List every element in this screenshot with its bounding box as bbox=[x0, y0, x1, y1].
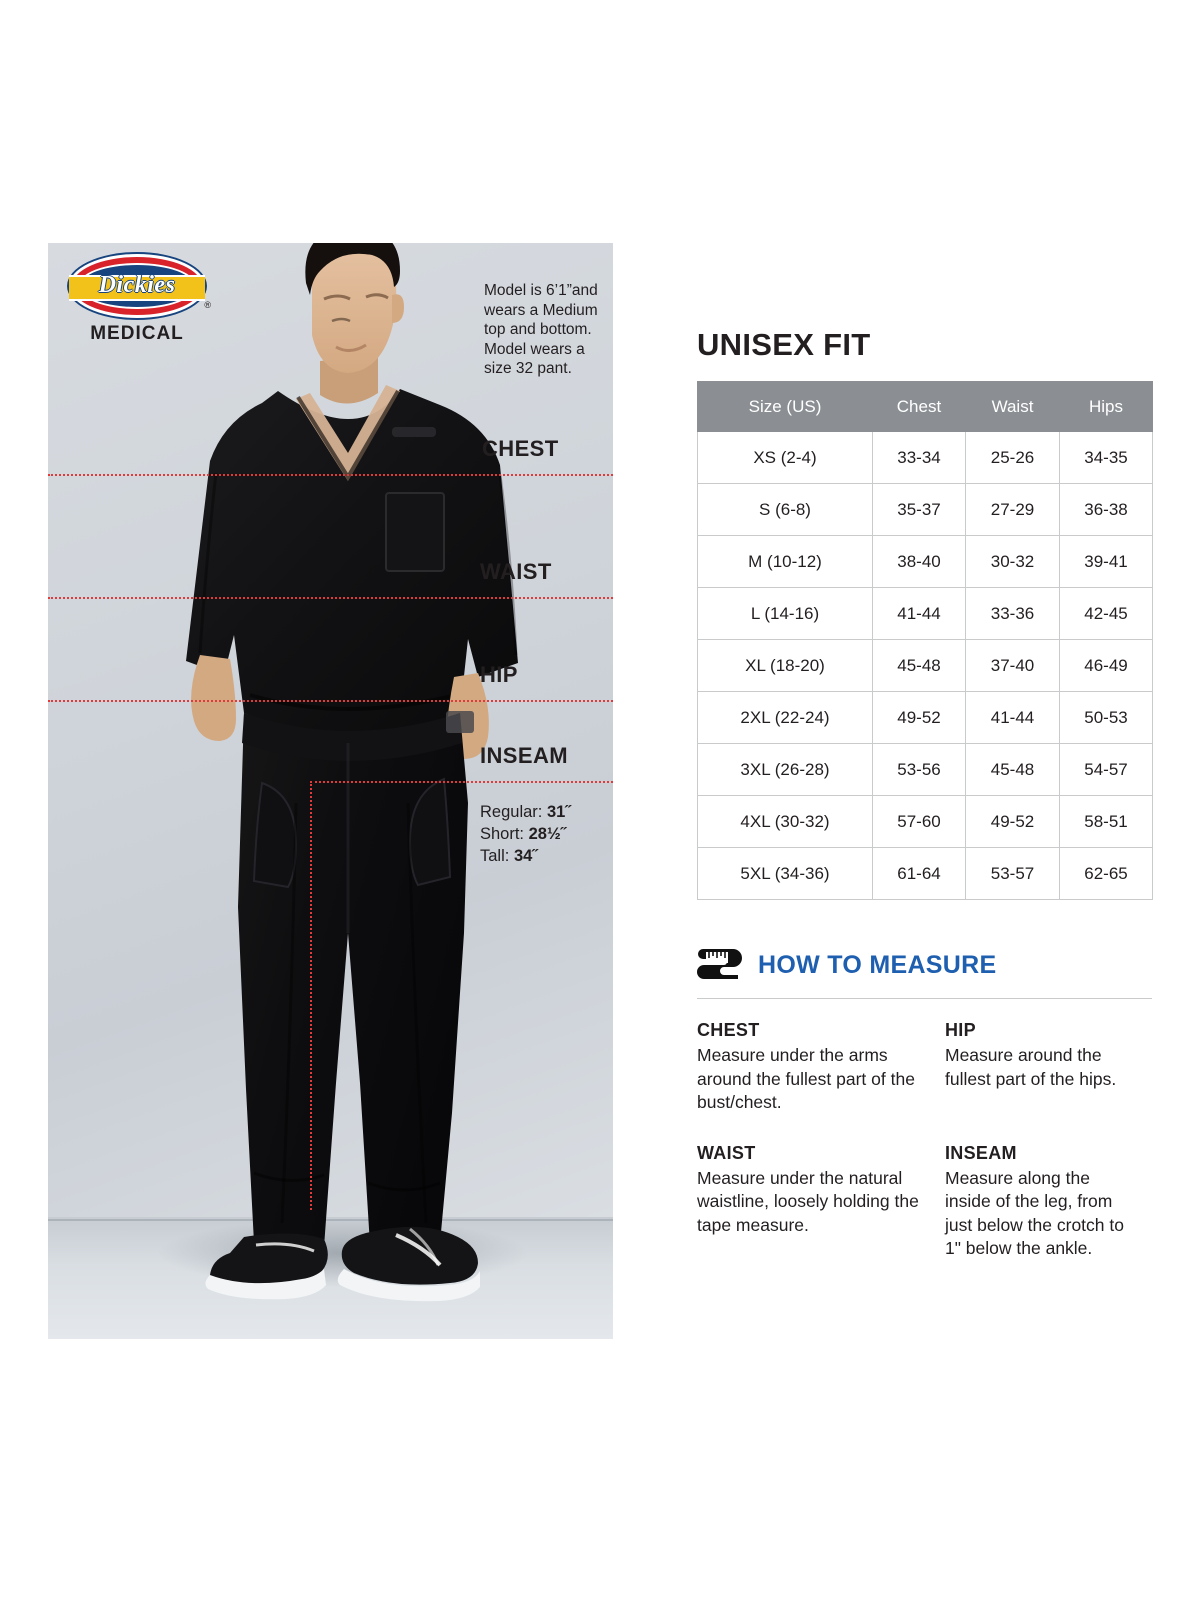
cell-hips: 36-38 bbox=[1060, 484, 1153, 536]
inseam-label: INSEAM bbox=[480, 743, 568, 768]
cell-waist: 49-52 bbox=[966, 796, 1060, 848]
measure-item-body: Measure along the inside of the leg, from just below the crotch to 1" below the ankle. bbox=[945, 1167, 1124, 1258]
cell-size: XS (2-4) bbox=[698, 432, 873, 484]
measure-item-heading: CHEST bbox=[697, 1020, 760, 1040]
inseam-option-regular: Regular: 31˝ bbox=[480, 803, 571, 821]
cell-waist: 33-36 bbox=[966, 588, 1060, 640]
cell-hips: 39-41 bbox=[1060, 536, 1153, 588]
table-row bbox=[698, 484, 1153, 536]
hip-guide-line bbox=[48, 700, 613, 702]
cell-hips: 62-65 bbox=[1060, 848, 1153, 900]
inseam-vertical-guide bbox=[310, 781, 312, 1210]
cell-size: M (10-12) bbox=[698, 536, 873, 588]
cell-chest: 35-37 bbox=[873, 484, 966, 536]
cell-chest: 41-44 bbox=[873, 588, 966, 640]
cell-size: S (6-8) bbox=[698, 484, 873, 536]
column-header-hips: Hips bbox=[1060, 382, 1153, 432]
tape-measure-icon bbox=[697, 946, 745, 985]
cell-chest: 38-40 bbox=[873, 536, 966, 588]
measure-item-heading: INSEAM bbox=[945, 1142, 1017, 1163]
cell-hips: 46-49 bbox=[1060, 640, 1153, 692]
chest-guide-line bbox=[48, 474, 613, 476]
cell-hips: 54-57 bbox=[1060, 744, 1153, 796]
cell-waist: 41-44 bbox=[966, 692, 1060, 744]
table-row bbox=[698, 744, 1153, 796]
column-header-chest: Chest bbox=[873, 382, 966, 432]
table-row bbox=[698, 640, 1153, 692]
table-row bbox=[698, 796, 1153, 848]
measure-item-hip bbox=[945, 1020, 1152, 1115]
cell-waist: 45-48 bbox=[966, 744, 1060, 796]
table-row bbox=[698, 848, 1153, 900]
chest-label: CHEST bbox=[482, 436, 559, 461]
section-divider bbox=[697, 998, 1152, 999]
table-header-row bbox=[698, 382, 1153, 432]
table-row bbox=[698, 536, 1153, 588]
cell-waist: 27-29 bbox=[966, 484, 1060, 536]
inseam-option-tall: Tall: 34˝ bbox=[480, 847, 538, 865]
column-header-waist: Waist bbox=[966, 382, 1060, 432]
size-info-column bbox=[697, 243, 1152, 1261]
cell-size: 4XL (30-32) bbox=[698, 796, 873, 848]
inseam-option-short: Short: 28½˝ bbox=[480, 825, 567, 843]
waist-guide-line bbox=[48, 597, 613, 599]
cell-waist: 37-40 bbox=[966, 640, 1060, 692]
logo-subtitle: MEDICAL bbox=[90, 323, 184, 344]
cell-size: 3XL (26-28) bbox=[698, 744, 873, 796]
logo-registered-mark: ® bbox=[204, 300, 211, 310]
measure-item-body: Measure around the fullest part of the hips. bbox=[945, 1045, 1117, 1089]
cell-size: 5XL (34-36) bbox=[698, 848, 873, 900]
how-to-measure-header bbox=[697, 946, 1152, 985]
inseam-options bbox=[480, 801, 571, 867]
dickies-medical-logo bbox=[62, 254, 212, 345]
model-figure bbox=[48, 243, 613, 1339]
cell-chest: 57-60 bbox=[873, 796, 966, 848]
measure-item-inseam bbox=[945, 1143, 1152, 1261]
page-title: UNISEX FIT bbox=[697, 327, 871, 362]
logo-wordmark: Dickies bbox=[98, 272, 176, 298]
inseam-guide-line bbox=[310, 781, 613, 783]
measure-item-heading: WAIST bbox=[697, 1142, 756, 1163]
cell-hips: 42-45 bbox=[1060, 588, 1153, 640]
table-row bbox=[698, 432, 1153, 484]
cell-chest: 33-34 bbox=[873, 432, 966, 484]
cell-size: XL (18-20) bbox=[698, 640, 873, 692]
cell-chest: 61-64 bbox=[873, 848, 966, 900]
cell-waist: 53-57 bbox=[966, 848, 1060, 900]
measure-item-body: Measure under the natural waistline, loosely holding the tape measure. bbox=[697, 1167, 919, 1235]
cell-waist: 30-32 bbox=[966, 536, 1060, 588]
measure-item-heading: HIP bbox=[945, 1020, 976, 1040]
cell-size: 2XL (22-24) bbox=[698, 692, 873, 744]
waist-label: WAIST bbox=[480, 559, 552, 584]
model-photo-panel bbox=[48, 243, 613, 1339]
table-row bbox=[698, 588, 1153, 640]
cell-hips: 58-51 bbox=[1060, 796, 1153, 848]
table-row bbox=[698, 692, 1153, 744]
dickies-logo-mark bbox=[69, 254, 211, 318]
column-header-size: Size (US) bbox=[698, 382, 873, 432]
measure-item-chest bbox=[697, 1020, 945, 1115]
cell-waist: 25-26 bbox=[966, 432, 1060, 484]
how-to-measure-grid bbox=[697, 1020, 1152, 1261]
cell-chest: 53-56 bbox=[873, 744, 966, 796]
cell-hips: 34-35 bbox=[1060, 432, 1153, 484]
hip-label: HIP bbox=[480, 662, 518, 687]
measure-item-waist bbox=[697, 1143, 945, 1261]
cell-hips: 50-53 bbox=[1060, 692, 1153, 744]
cell-chest: 49-52 bbox=[873, 692, 966, 744]
measure-item-body: Measure under the arms around the fullest part of the bust/chest. bbox=[697, 1045, 915, 1112]
model-note: Model is 6’1”and wears a Medium top and bottom. Model wears a size 32 pant. bbox=[484, 282, 598, 377]
how-to-measure-title: HOW TO MEASURE bbox=[758, 951, 997, 979]
cell-size: L (14-16) bbox=[698, 588, 873, 640]
cell-chest: 45-48 bbox=[873, 640, 966, 692]
size-chart-table bbox=[697, 381, 1153, 900]
